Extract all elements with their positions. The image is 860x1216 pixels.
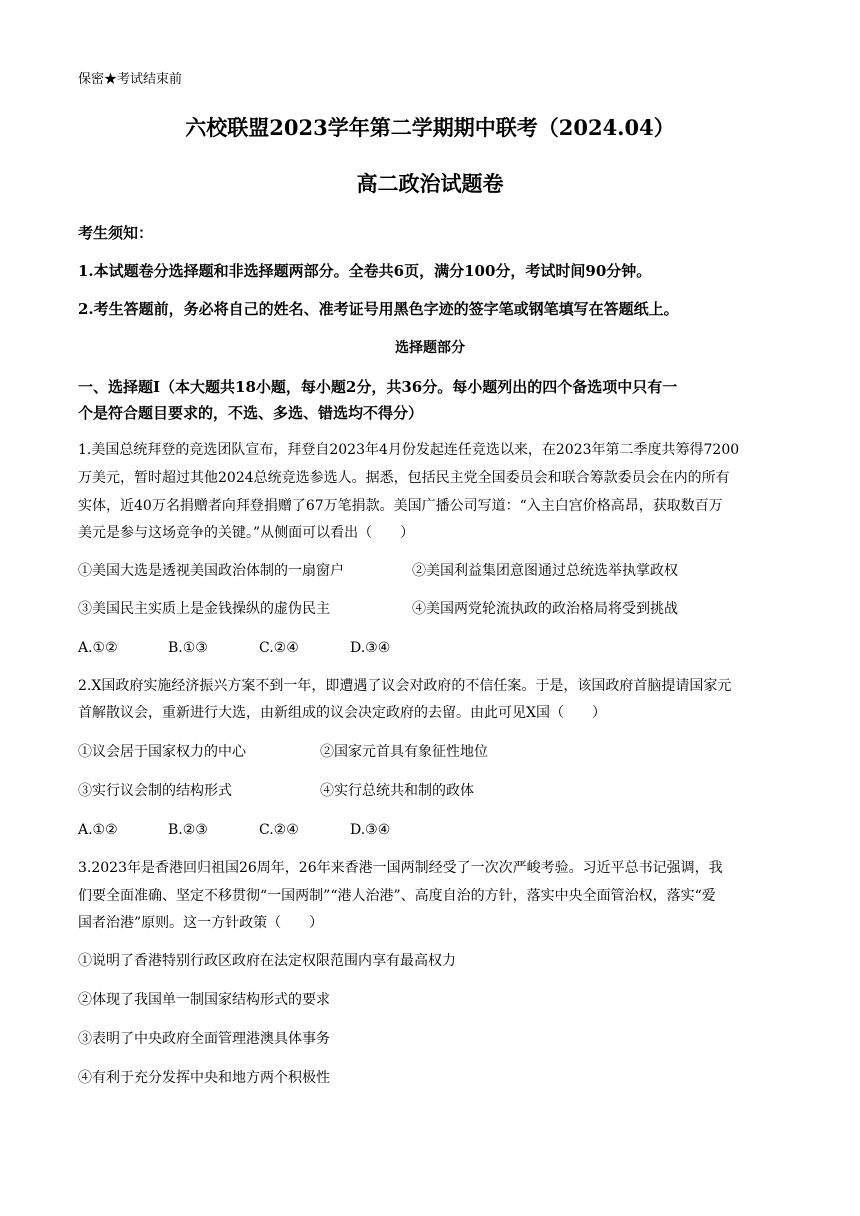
notice-item-2: 2.考生答题前，务必将自己的姓名、准考证号用黑色字迹的签字笔或钢笔填写在答题纸上。 xyxy=(78,300,679,318)
q3-stem-line: 们要全面准确、坚定不移贯彻“一国两制”“港人治港”、高度自治的方针，落实中央全面管治权，落实“爱 xyxy=(78,888,716,904)
q3-stem-line: 3.2023年是香港回归祖国26周年，26年来香港一国两制经受了一次次严峻考验。习近平总书记强调，我 xyxy=(78,860,723,876)
confidential-mark: 保密★考试结束前 xyxy=(78,72,183,87)
exam-title: 六校联盟2023学年第二学期期中联考（2024.04） xyxy=(185,115,675,140)
q3-option: ②体现了我国单一制国家结构形式的要求 xyxy=(78,992,330,1008)
part1-heading-line2: 个是符合题目要求的，不选、多选、错选均不得分） xyxy=(78,404,424,422)
section-title: 选择题部分 xyxy=(395,340,465,356)
q1-stem-line: 美元是参与这场竞争的关键。”从侧面可以看出（ ） xyxy=(78,525,415,541)
q2-option: ①议会居于国家权力的中心 xyxy=(78,744,246,760)
q2-answer-b: B.②③ xyxy=(168,822,208,838)
q1-stem-line: 实体，近40万名捐赠者向拜登捐赠了67万笔捐款。美国广播公司写道：“入主白宫价格高昂，获取数百万 xyxy=(78,498,723,514)
q1-option: ④美国两党轮流执政的政治格局将受到挑战 xyxy=(412,601,678,617)
q3-option: ④有利于充分发挥中央和地方两个积极性 xyxy=(78,1070,330,1086)
notice-heading: 考生须知： xyxy=(78,224,154,242)
q2-stem-line: 2.X国政府实施经济振兴方案不到一年，即遭遇了议会对政府的不信任案。于是，该国政府首脑提请国家元 xyxy=(78,678,732,694)
q2-answer-c: C.②④ xyxy=(259,822,299,838)
q1-stem-line: 万美元，暂时超过其他2024总统竞选参选人。据悉，包括民主党全国委员会和联合筹款委员会在内的所有 xyxy=(78,470,730,486)
q1-answer-d: D.③④ xyxy=(350,640,391,656)
q1-option: ②美国利益集团意图通过总统选举执掌政权 xyxy=(412,563,678,579)
part1-heading-line1: 一、选择题Ⅰ（本大题共18小题，每小题2分，共36分。每小题列出的四个备选项中只有一 xyxy=(78,378,678,396)
q2-option: ④实行总统共和制的政体 xyxy=(320,783,474,799)
q2-option: ③实行议会制的结构形式 xyxy=(78,783,232,799)
q2-answer-a: A.①② xyxy=(78,822,118,838)
q2-option: ②国家元首具有象征性地位 xyxy=(320,744,488,760)
q2-answer-d: D.③④ xyxy=(350,822,391,838)
q1-answer-c: C.②④ xyxy=(259,640,299,656)
exam-subtitle: 高二政治试题卷 xyxy=(356,171,504,196)
notice-item-1: 1.本试题卷分选择题和非选择题两部分。全卷共6页，满分100分，考试时间90分钟。 xyxy=(78,262,652,280)
q1-answer-b: B.①③ xyxy=(168,640,208,656)
q3-stem-line: 国者治港”原则。这一方针政策（ ） xyxy=(78,915,324,931)
q1-option: ①美国大选是透视美国政治体制的一扇窗户 xyxy=(78,563,344,579)
q3-option: ③表明了中央政府全面管理港澳具体事务 xyxy=(78,1031,330,1047)
q1-answer-a: A.①② xyxy=(78,640,118,656)
q1-stem-line: 1.美国总统拜登的竞选团队宣布，拜登自2023年4月份发起连任竞选以来，在2023年第二季度共筹得7200 xyxy=(78,442,740,458)
q3-option: ①说明了香港特别行政区政府在法定权限范围内享有最高权力 xyxy=(78,953,456,969)
q1-option: ③美国民主实质上是金钱操纵的虚伪民主 xyxy=(78,601,330,617)
q2-stem-line: 首解散议会，重新进行大选，由新组成的议会决定政府的去留。由此可见X国（ ） xyxy=(78,705,606,721)
